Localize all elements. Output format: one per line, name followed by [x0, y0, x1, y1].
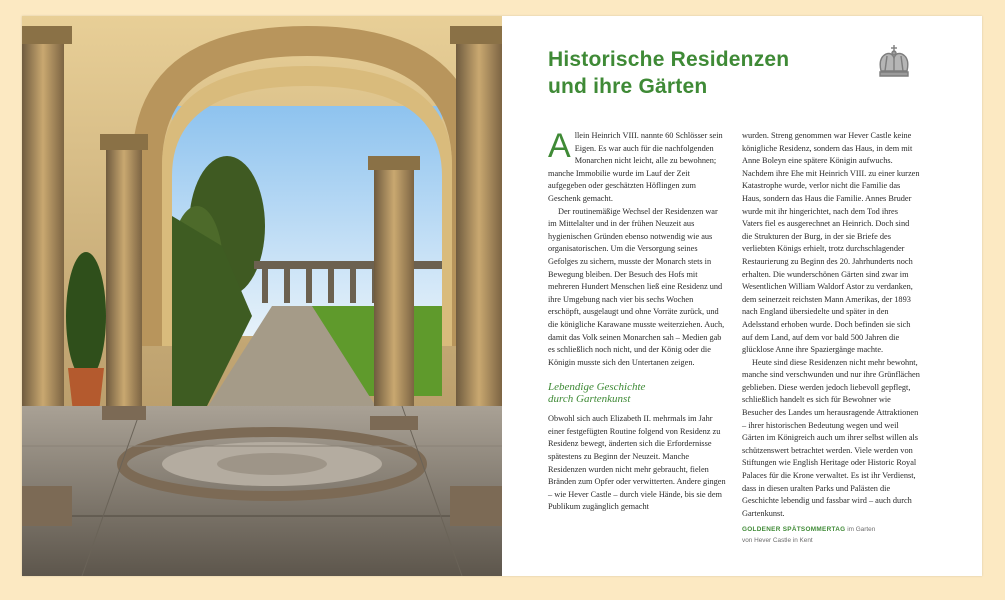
paragraph-1-text: llein Heinrich VIII. nannte 60 Schlösser sein Eigen. Es war auch für die nachfolgenden Monarchen nicht leicht, alle zu bewohnen; manche Immobilie wurde im Lauf der Zeit aufgegeben oder geschätzten Höflingen zum Geschenk gemacht. — [548, 131, 723, 203]
subheading-line-2: durch Gartenkunst — [548, 393, 631, 406]
paragraph-4: wurden. Streng genommen war Hever Castle keine königliche Residenz, sondern das Haus, in dem mit Anne Boleyn eine spätere Königin aufwuchs. Nachdem ihre Ehe mit Heinrich VIII. zu einer kurzen Katastrophe wurde, verlor nicht die Familie das Haus, sondern das Haus die Familie. Annes Bruder wurde mit ihr hingerichtet, nach dem Tod ihres Vaters fiel es ausgerechnet an Heinrich. Doch sind die Strukturen der Burg, in der sie Briefe des verliebten Königs erhielt, trotz durchschlagender Restaurierung zu Beginn des 20. Jahrhunderts noch erhalten. Die wunderschönen Gärten sind zwar im Wesentlichen William Waldorf Astor zu verdanken, dem seinerzeit reichsten Mann Amerikas, der 1893 nach England übersiedelte und später in den Adelsstand erhoben wurde. Doch befinden sie sich auf dem Land, auf dem vor bald 500 Jahren die glücklose Anne ihre Spaziergänge machte. — [742, 131, 920, 355]
paragraph-5: Heute sind diese Residenzen nicht mehr bewohnt, manche sind verschwunden und nur ihre Grünflächen geblieben. Diese werden jedoch liebevoll gepflegt, schließlich handelt es sich für Bewohner wie Besucher des Landes um herausragende Attraktionen – ihrer historischen Bedeutung wegen und weil Gärten im Königreich auch um ihrer selbst willen als schützenswert betrachtet werden. Viele werden von Stiftungen wie English Heritage oder Historic Royal Palaces für die Krone verwaltet. Es ist ihr Verdienst, dass in diesen uralten Parks und Palästen die Geschichte lebendig und fassbar wird – auch durch Gartenkunst. — [742, 357, 920, 518]
page-title — [548, 46, 789, 100]
section-subheading — [548, 381, 726, 405]
dropcap: A — [548, 127, 571, 165]
paragraph-3: Obwohl sich auch Elizabeth II. mehrmals im Jahr einer festgefügten Routine folgend von Residenz zu Residenz bewegt, änderten sich die Erfordernisse spätestens zu Beginn der Neuzeit. Manche Residenzen wurden nicht mehr gebraucht, fielen Bränden zum Opfer oder verwitterten. Andere gingen – wie Hever Castle – durch viele Hände, bis sie dem Publikum zugänglich gemacht — [548, 414, 726, 512]
caption-line-2: von Hever Castle in Kent — [742, 537, 813, 544]
text-column-2 — [742, 130, 920, 520]
title-line-2: und ihre Gärten — [548, 75, 708, 98]
paragraph-1 — [548, 127, 726, 206]
caption-highlight: GOLDENER SPÄTSOMMERTAG — [742, 526, 846, 533]
subheading-line-1: Lebendige Geschichte — [548, 381, 646, 394]
stone-arcade-garden-photo — [22, 16, 502, 576]
text-column-1 — [548, 127, 726, 514]
caption-line-1-rest: im Garten — [845, 526, 876, 533]
book-spread — [22, 16, 982, 576]
paragraph-2: Der routinemäßige Wechsel der Residenzen war im Mittelalter und in der frühen Neuzeit aus hygienischen Gründen ebenso notwendig wie aus organisatorischen. Um die Versorgung seines Gefolges zu sichern, musste der Monarch stets in Bewegung bleiben. Der Besuch des Hofs mit mehreren Hundert Menschen ließ eine Residenz und ihre Umgebung nach vier bis sechs Wochen erschöpft, ausgelaugt und ohne Vorräte zurück, und die königliche Karawane musste weiterziehen. Auch, damit das Volk seinen Monarchen sah – Medien gab es schließlich noch nicht, und der König oder die Königin musste sich den Untertanen zeigen. — [548, 206, 725, 367]
text-page — [502, 16, 982, 576]
crown-icon — [874, 40, 914, 80]
title-line-1: Historische Residenzen — [548, 48, 790, 71]
photo-caption — [742, 524, 942, 546]
caption-line-1 — [742, 524, 942, 535]
